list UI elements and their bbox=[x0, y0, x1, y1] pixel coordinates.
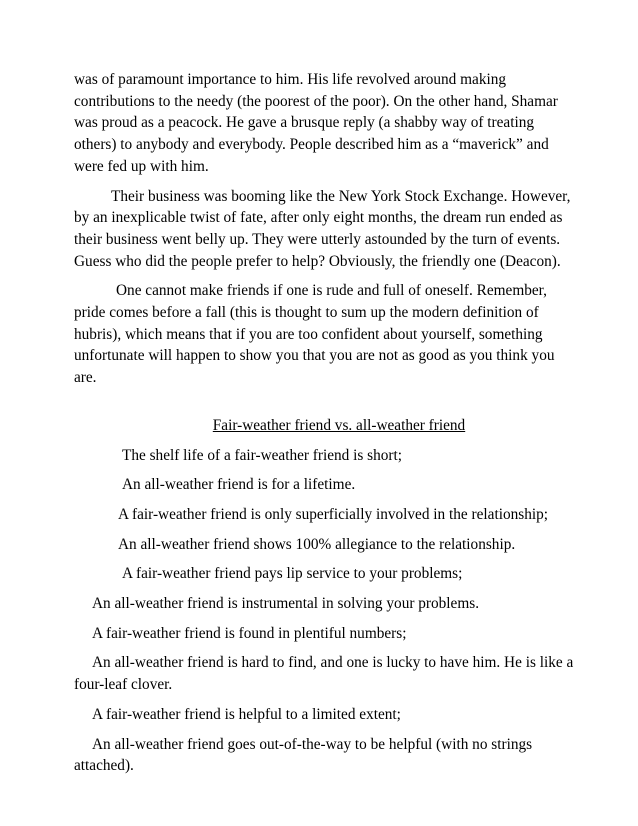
comparison-line: A fair-weather friend is found in plentiful numbers; bbox=[92, 624, 407, 642]
document-page bbox=[74, 69, 574, 785]
comparison-line: The shelf life of a fair-weather friend is short; bbox=[122, 446, 403, 464]
section-heading: Fair-weather friend vs. all-weather friend bbox=[212, 416, 466, 434]
comparison-line: An all-weather friend is hard to find, and one is lucky to have him. He is like a four-leaf clover. bbox=[74, 654, 574, 694]
paragraph-1: was of paramount importance to him. His life revolved around making contributions to the needy (the poorest of the poor). On the other hand, Shamar was proud as a peacock. He gave a brusque reply (a shabby way of treating others) to anybody and everybody. People described him as a “maverick” and were fed up with him. bbox=[74, 71, 558, 175]
paragraph-2: Their business was booming like the New York Stock Exchange. However, by an inexplicable twist of fate, after only eight months, the dream run ended as their business went belly up. They were utterly astounded by the turn of events. Guess who did the people prefer to help? Obviously, the friendly one (Deacon). bbox=[74, 187, 571, 270]
comparison-line: An all-weather friend is instrumental in solving your problems. bbox=[92, 595, 480, 613]
comparison-line: A fair-weather friend pays lip service to your problems; bbox=[122, 565, 463, 583]
comparison-line: A fair-weather friend is only superficially involved in the relationship; bbox=[118, 505, 549, 523]
comparison-line: An all-weather friend is for a lifetime. bbox=[122, 476, 356, 494]
paragraph-3: One cannot make friends if one is rude and full of oneself. Remember, pride comes before a fall (this is thought to sum up the modern definition of hubris), which means that if you are too confident about yourself, something unfortunate will happen to show you that you are not as good as you think you are. bbox=[74, 282, 555, 387]
comparison-line: An all-weather friend goes out-of-the-way to be helpful (with no strings attached). bbox=[74, 735, 533, 775]
comparison-line: A fair-weather friend is helpful to a limited extent; bbox=[92, 705, 401, 723]
comparison-line: An all-weather friend shows 100% allegiance to the relationship. bbox=[118, 535, 516, 553]
